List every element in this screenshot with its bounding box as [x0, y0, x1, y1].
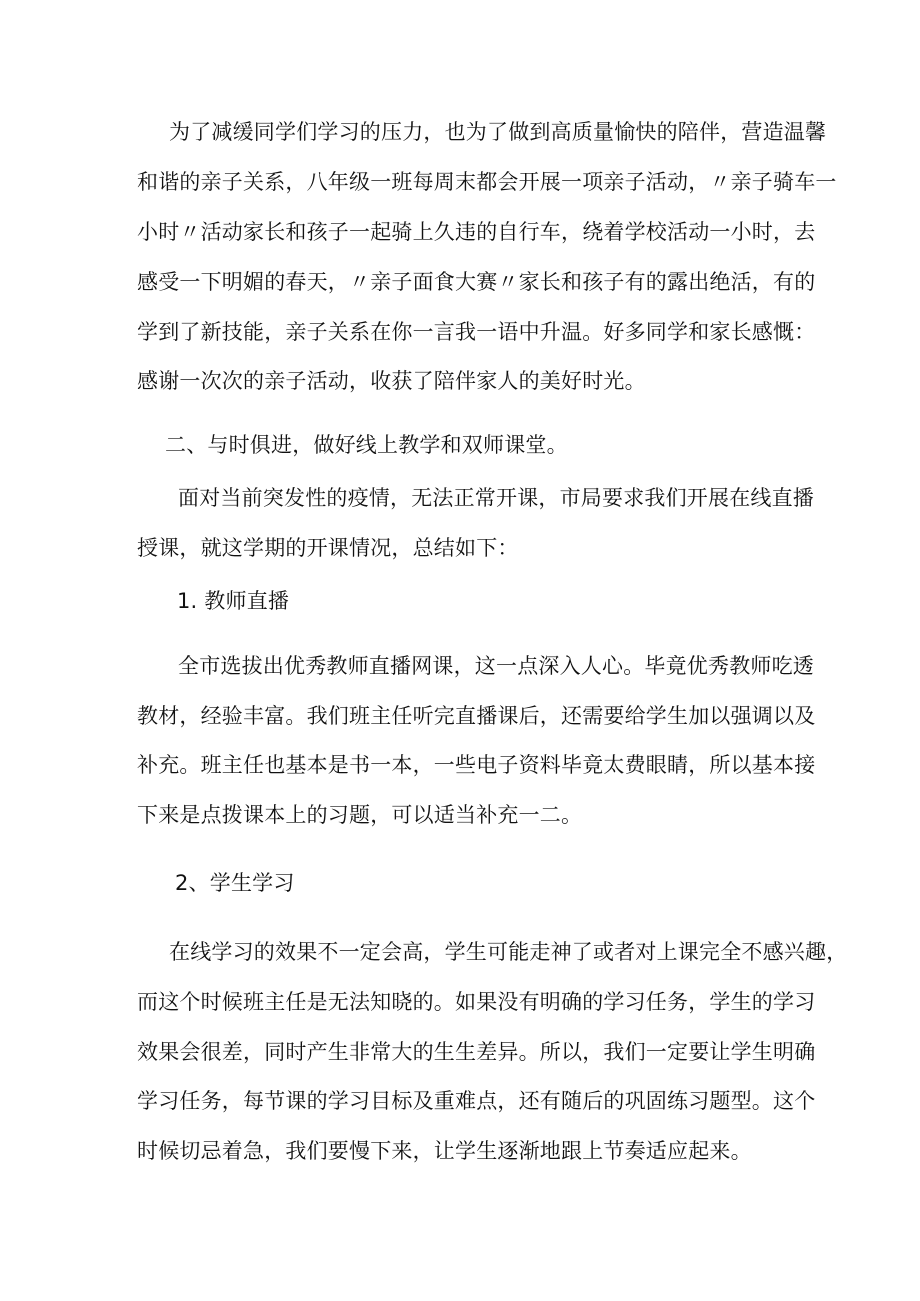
text-line: 小时〃活动家长和孩子一起骑上久违的自行车，绕着学校活动一小时，去	[137, 220, 816, 244]
text-line: 时候切忌着急，我们要慢下来，让学生逐渐地跟上节奏适应起来。	[137, 1139, 752, 1163]
subheading-teacher-live: 1. 教师直播	[177, 589, 290, 613]
text-line: 下来是点拨课本上的习题，可以适当补充一二。	[137, 803, 583, 827]
text-line: 学习任务，每节课的学习目标及重难点，还有随后的巩固练习题型。这个	[137, 1089, 816, 1113]
text-line: 面对当前突发性的疫情，无法正常开课，市局要求我们开展在线直播	[178, 486, 814, 510]
text-line: 为了减缓同学们学习的压力，也为了做到高质量愉快的陪伴，营造温馨	[169, 120, 827, 144]
text-line: 补充。班主任也基本是书一本，一些电子资料毕竟太费眼睛，所以基本接	[137, 753, 816, 777]
text-line: 全市选拔出优秀教师直播网课，这一点深入人心。毕竟优秀教师吃透	[178, 654, 814, 678]
text-line: 感谢一次次的亲子活动，收获了陪伴家人的美好时光。	[137, 369, 646, 393]
text-line: 在线学习的效果不一定会高，学生可能走神了或者对上课完全不感兴趣，	[169, 940, 848, 964]
text-line: 授课，就这学期的开课情况，总结如下：	[137, 536, 519, 560]
text-line: 和谐的亲子关系，八年级一班每周末都会开展一项亲子活动，〃亲子骑车一	[137, 170, 837, 194]
text-line: 而这个时候班主任是无法知晓的。如果没有明确的学习任务，学生的学习	[137, 990, 816, 1014]
text-line: 感受一下明媚的春天，〃亲子面食大赛〃家长和孩子有的露出绝活，有的	[137, 270, 816, 294]
text-line: 效果会很差，同时产生非常大的生生差异。所以，我们一定要让学生明确	[137, 1040, 816, 1064]
section-heading: 二、与时俱进，做好线上教学和双师课堂。	[165, 433, 568, 457]
text-line: 教材，经验丰富。我们班主任听完直播课后，还需要给学生加以强调以及	[137, 704, 816, 728]
text-line: 学到了新技能，亲子关系在你一言我一语中升温。好多同学和家长感慨：	[137, 320, 816, 344]
subheading-student-learning: 2、学生学习	[175, 871, 295, 895]
